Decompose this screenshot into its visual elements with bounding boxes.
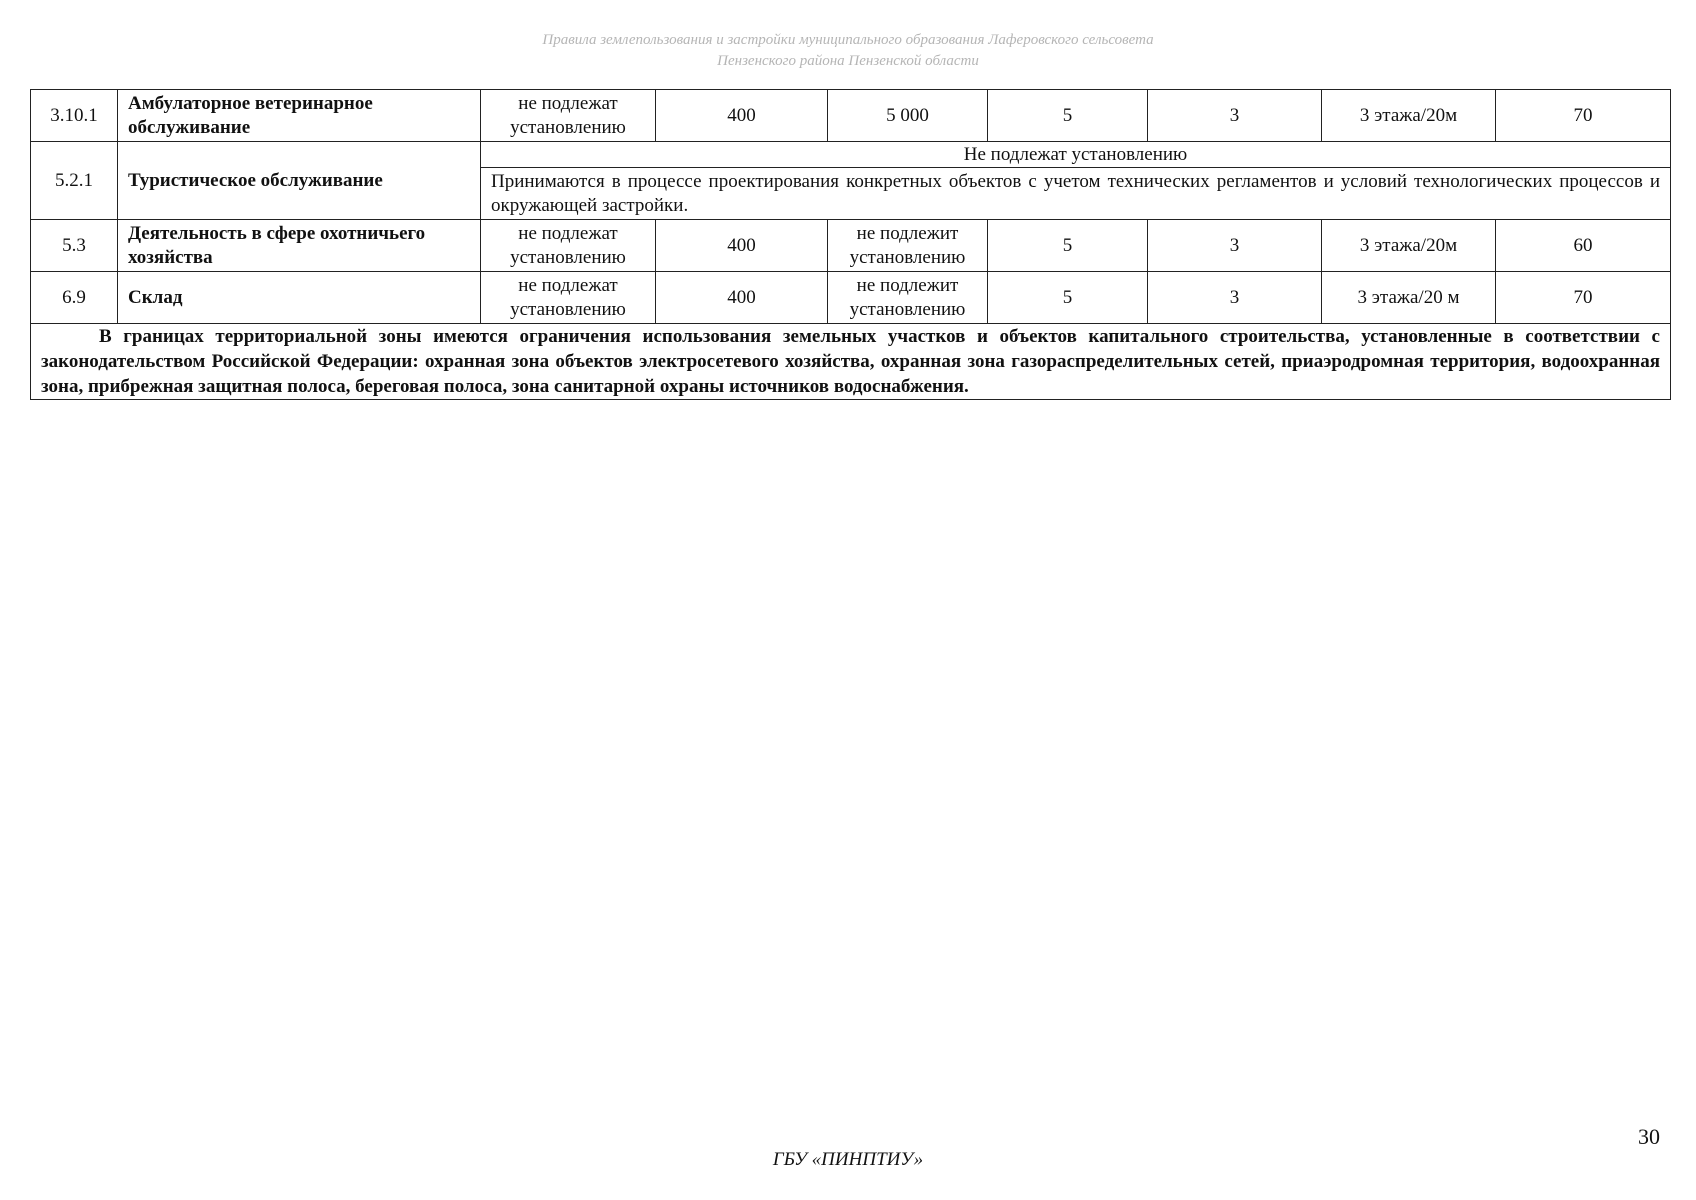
row-setback-2: 3 bbox=[1148, 90, 1322, 142]
header-line-1: Правила землепользования и застройки муниципального образования Лаферовского сельсовета bbox=[542, 32, 1154, 48]
merged-not-established: Не подлежат установлению bbox=[481, 142, 1671, 168]
header-line-2: Пензенского района Пензенской области bbox=[717, 53, 979, 69]
row-setback-2: 3 bbox=[1148, 272, 1322, 324]
row-coverage: 70 bbox=[1496, 272, 1671, 324]
row-height: 3 этажа/20м bbox=[1322, 220, 1496, 272]
row-min-width: не подлежат установлению bbox=[481, 90, 656, 142]
merged-design-note: Принимаются в процессе проектирования конкретных объектов с учетом технических регламентов и условий технологических процессов и окружающей застройки. bbox=[481, 168, 1671, 220]
zoning-parameters-table bbox=[30, 89, 1671, 400]
restrictions-note: В границах территориальной зоны имеются ограничения использования земельных участков и объектов капитального строительства, установленные в соответствии с законодательством Российской Федерации: охранная зона объектов электросетевого хозяйства, охранная зона газораспределительных сетей, приаэродромная территория, водоохранная зона, прибрежная защитная полоса, береговая полоса, зона санитарной охраны источников водоснабжения. bbox=[31, 324, 1671, 400]
row-code: 6.9 bbox=[31, 272, 118, 324]
row-setback: 5 bbox=[988, 272, 1148, 324]
row-min-width: не подлежат установлению bbox=[481, 272, 656, 324]
table-row bbox=[31, 220, 1671, 272]
row-code: 5.3 bbox=[31, 220, 118, 272]
row-min-area: 400 bbox=[656, 90, 828, 142]
row-max-area: не подлежит установлению bbox=[828, 220, 988, 272]
row-min-area: 400 bbox=[656, 220, 828, 272]
row-coverage: 60 bbox=[1496, 220, 1671, 272]
row-code: 3.10.1 bbox=[31, 90, 118, 142]
row-min-width: не подлежат установлению bbox=[481, 220, 656, 272]
table-row bbox=[31, 142, 1671, 168]
row-setback: 5 bbox=[988, 90, 1148, 142]
row-max-area: не подлежит установлению bbox=[828, 272, 988, 324]
row-setback-2: 3 bbox=[1148, 220, 1322, 272]
row-height: 3 этажа/20м bbox=[1322, 90, 1496, 142]
row-name: Склад bbox=[118, 272, 481, 324]
row-height: 3 этажа/20 м bbox=[1322, 272, 1496, 324]
row-max-area: 5 000 bbox=[828, 90, 988, 142]
row-coverage: 70 bbox=[1496, 90, 1671, 142]
row-min-area: 400 bbox=[656, 272, 828, 324]
table-row bbox=[31, 324, 1671, 400]
row-setback: 5 bbox=[988, 220, 1148, 272]
document-header bbox=[0, 30, 1696, 72]
table-row bbox=[31, 90, 1671, 142]
page-number: 30 bbox=[1638, 1124, 1660, 1149]
row-code: 5.2.1 bbox=[31, 142, 118, 220]
row-name: Амбулаторное ветеринарное обслуживание bbox=[118, 90, 481, 142]
table-row bbox=[31, 272, 1671, 324]
document-footer: ГБУ «ПИНПТИУ» bbox=[772, 1149, 924, 1170]
row-name: Деятельность в сфере охотничьего хозяйства bbox=[118, 220, 481, 272]
row-name: Туристическое обслуживание bbox=[118, 142, 481, 220]
